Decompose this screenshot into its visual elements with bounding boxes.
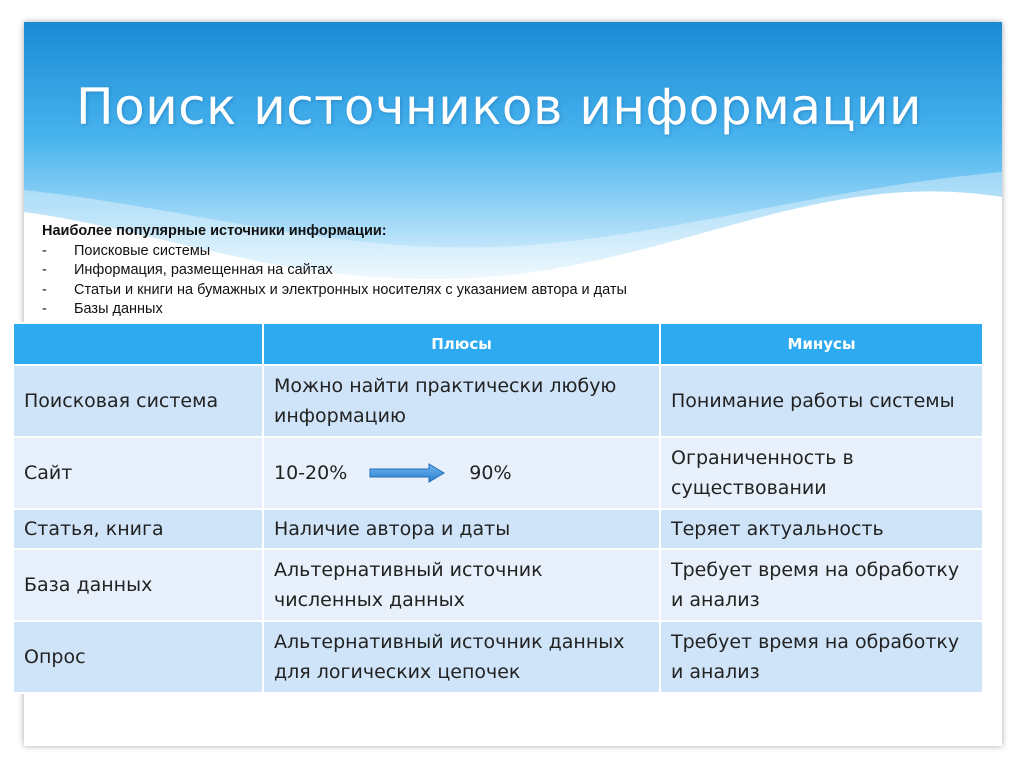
source-cell: Поисковая система <box>13 365 263 437</box>
right-arrow-icon <box>369 463 445 483</box>
bullet-dash: - <box>42 242 47 259</box>
header-pros: Плюсы <box>263 323 660 365</box>
table-row <box>13 509 983 549</box>
pros-cell: Наличие автора и даты <box>263 509 660 549</box>
table-row <box>13 549 983 621</box>
pros-to-value: 90% <box>469 462 512 484</box>
list-item <box>42 281 942 301</box>
cons-cell: Теряет актуальность <box>660 509 983 549</box>
pros-cell: Альтернативный источник численных данных <box>263 549 660 621</box>
cons-cell: Требует время на обработку и анализ <box>660 549 983 621</box>
bullet-dash: - <box>42 262 47 279</box>
header-cons: Минусы <box>660 323 983 365</box>
pros-cell: Альтернативный источник данных для логических цепочек <box>263 621 660 693</box>
source-cell: Статья, книга <box>13 509 263 549</box>
table-row <box>13 621 983 693</box>
list-item <box>42 242 942 262</box>
pros-from-value: 10-20% <box>274 462 348 484</box>
source-cell: База данных <box>13 549 263 621</box>
list-item-text: Статьи и книги на бумажных и электронных носителях с указанием автора и даты <box>74 281 627 298</box>
source-cell: Опрос <box>13 621 263 693</box>
list-item <box>42 261 942 281</box>
list-item-text: Базы данных <box>74 301 163 318</box>
list-item-text: Поисковые системы <box>74 242 211 259</box>
cons-cell: Понимание работы системы <box>660 365 983 437</box>
cons-cell: Требует время на обработку и анализ <box>660 621 983 693</box>
pros-cell: Можно найти практически любую информацию <box>263 365 660 437</box>
cons-cell: Ограниченность в существовании <box>660 437 983 509</box>
list-item <box>42 300 942 320</box>
bullet-dash: - <box>42 301 47 318</box>
table-row <box>13 437 983 509</box>
pros-cell <box>263 437 660 509</box>
list-item-text: Информация, размещенная на сайтах <box>74 262 333 279</box>
header-source <box>13 323 263 365</box>
table-header-row <box>13 323 983 365</box>
intro-heading: Наиболее популярные источники информации: <box>42 223 387 239</box>
bullet-dash: - <box>42 281 47 298</box>
table-row <box>13 365 983 437</box>
page-title: Поиск источников информации <box>76 78 922 136</box>
sources-table <box>12 322 984 694</box>
source-cell: Сайт <box>13 437 263 509</box>
